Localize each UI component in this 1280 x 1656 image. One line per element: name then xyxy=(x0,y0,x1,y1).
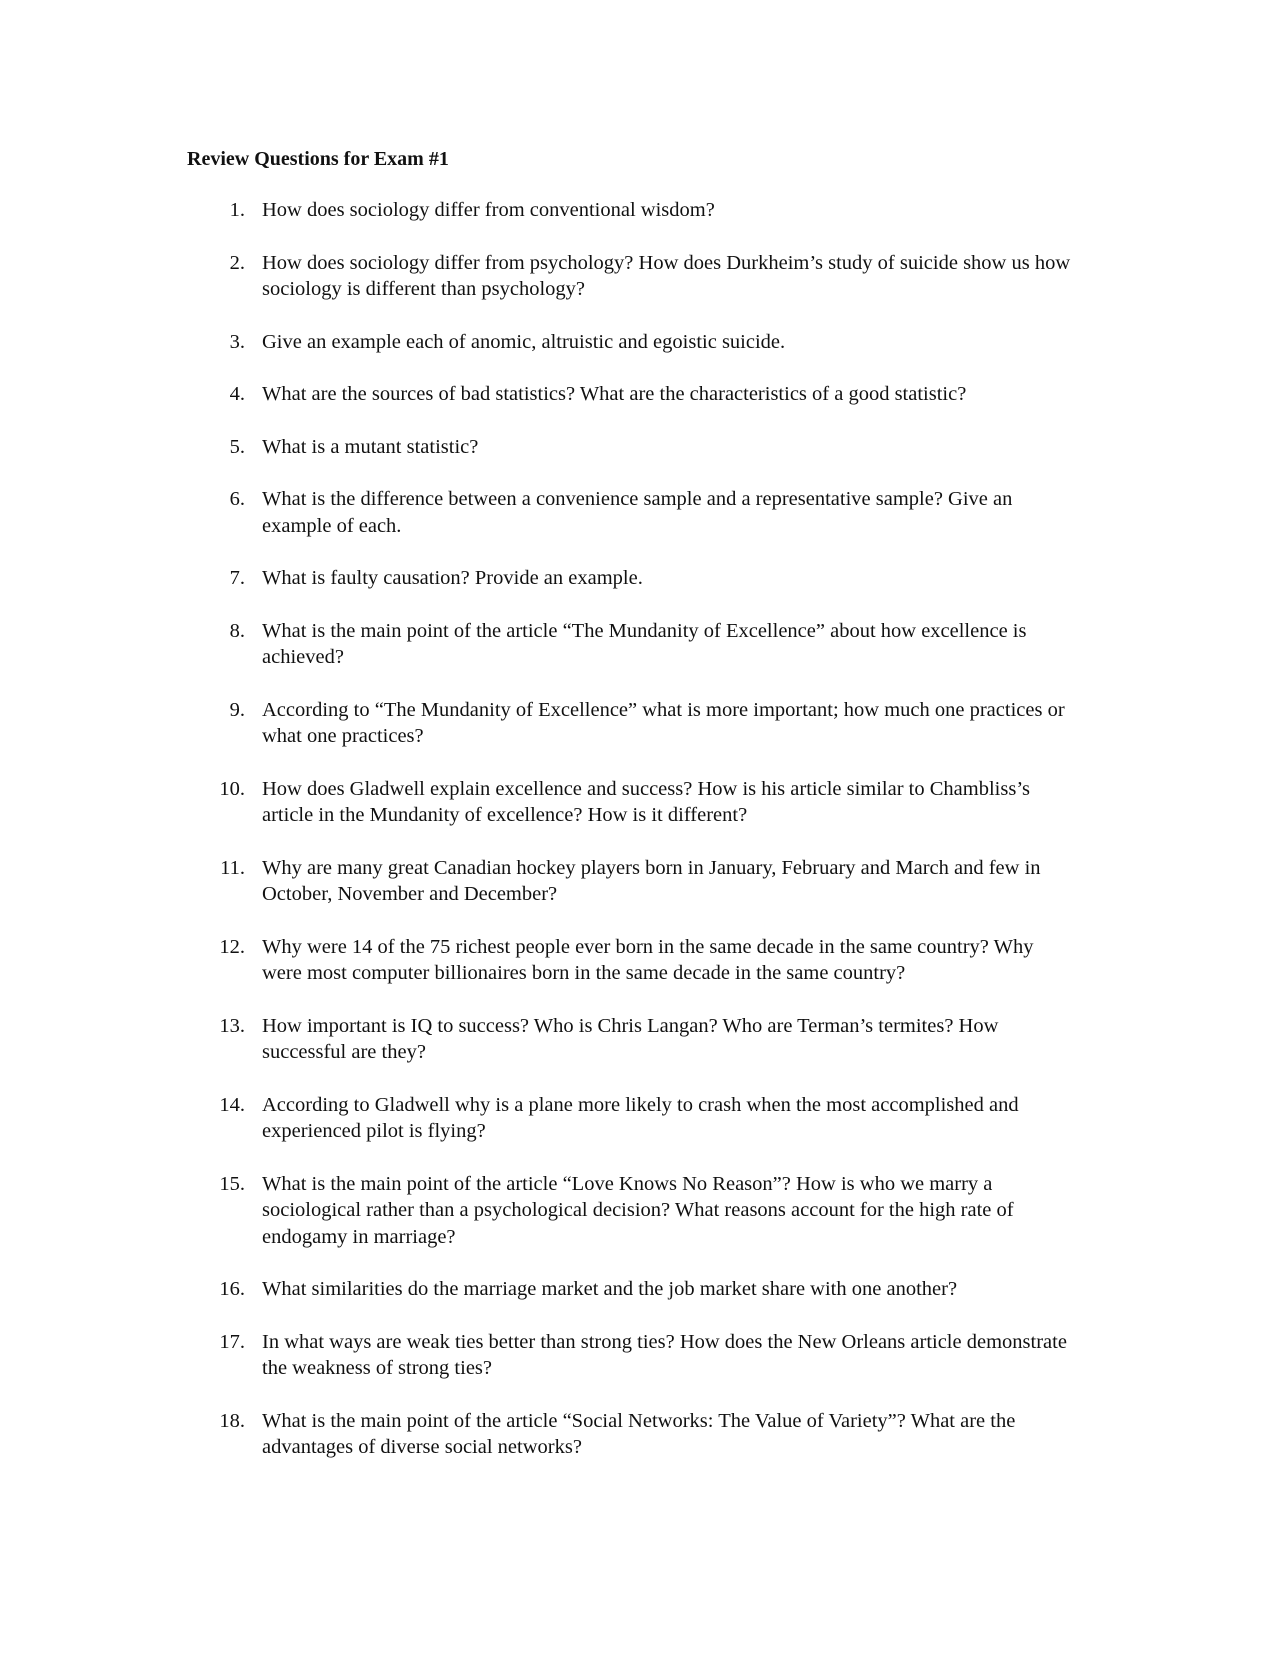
list-item xyxy=(187,1171,1077,1251)
question-text: According to “The Mundanity of Excellence” what is more important; how much one practices or what one practices? xyxy=(262,698,1065,747)
question-number: 14. xyxy=(219,1093,245,1116)
question-number: 1. xyxy=(229,199,245,221)
question-number: 17. xyxy=(219,1330,245,1353)
list-item xyxy=(187,1408,1077,1461)
question-number: 9. xyxy=(229,698,245,721)
question-text: What is the main point of the article “The Mundanity of Excellence” about how excellence is achieved? xyxy=(262,619,1027,668)
list-item xyxy=(187,434,1077,461)
list-item xyxy=(187,697,1077,750)
list-item xyxy=(187,197,1077,224)
list-item xyxy=(187,618,1077,671)
question-number: 4. xyxy=(229,383,245,405)
question-number: 18. xyxy=(219,1409,245,1432)
list-item xyxy=(187,855,1077,908)
question-text: Why were 14 of the 75 richest people ever born in the same decade in the same country? Why were most computer billionaires born in the same decade in the same country? xyxy=(262,935,1034,984)
document-page xyxy=(187,147,1087,1487)
list-item xyxy=(187,486,1077,539)
list-item xyxy=(187,1329,1077,1382)
question-text: According to Gladwell why is a plane more likely to crash when the most accomplished and experienced pilot is flying? xyxy=(262,1093,1019,1142)
question-text: Why are many great Canadian hockey players born in January, February and March and few in October, November and December? xyxy=(262,856,1041,905)
list-item xyxy=(187,934,1077,987)
question-text: How important is IQ to success? Who is Chris Langan? Who are Terman’s termites? How successful are they? xyxy=(262,1014,999,1063)
question-list xyxy=(187,197,1087,1461)
question-text: What are the sources of bad statistics? What are the characteristics of a good statistic? xyxy=(262,383,967,405)
list-item xyxy=(187,250,1077,303)
question-text: How does sociology differ from conventional wisdom? xyxy=(262,199,715,221)
question-number: 8. xyxy=(229,619,245,642)
question-text: What is the main point of the article “Social Networks: The Value of Variety”? What are the advantages of diverse social networks? xyxy=(262,1409,1016,1458)
question-number: 16. xyxy=(219,1278,245,1300)
list-item xyxy=(187,776,1077,829)
question-text: What is a mutant statistic? xyxy=(262,435,479,458)
question-text: Give an example each of anomic, altruistic and egoistic suicide. xyxy=(262,330,786,353)
list-item xyxy=(187,381,1077,408)
question-number: 3. xyxy=(229,330,245,353)
question-number: 7. xyxy=(229,567,245,589)
question-number: 6. xyxy=(229,488,245,510)
question-text: What is faulty causation? Provide an example. xyxy=(262,567,643,589)
page-title: Review Questions for Exam #1 xyxy=(187,148,449,170)
question-number: 11. xyxy=(220,856,245,879)
list-item xyxy=(187,329,1077,356)
question-text: How does Gladwell explain excellence and success? How is his article similar to Chambliss’s article in the Mundanity of excellence? How is it different? xyxy=(262,777,1030,826)
list-item xyxy=(187,565,1077,592)
question-number: 10. xyxy=(219,777,245,800)
list-item xyxy=(187,1276,1077,1303)
list-item xyxy=(187,1013,1077,1066)
question-number: 15. xyxy=(219,1172,245,1195)
question-text: How does sociology differ from psychology? How does Durkheim’s study of suicide show us how sociology is different than psychology? xyxy=(262,251,1071,300)
question-text: What is the main point of the article “Love Knows No Reason”? How is who we marry a sociological rather than a psychological decision? What reasons account for the high rate of endogamy in marriage? xyxy=(262,1172,1014,1248)
question-text: What similarities do the marriage market and the job market share with one another? xyxy=(262,1278,958,1300)
question-number: 2. xyxy=(229,251,245,274)
question-number: 5. xyxy=(229,435,245,458)
list-item xyxy=(187,1092,1077,1145)
question-text: In what ways are weak ties better than strong ties? How does the New Orleans article demonstrate the weakness of strong ties? xyxy=(262,1330,1067,1379)
question-number: 12. xyxy=(219,935,245,958)
question-number: 13. xyxy=(219,1014,245,1037)
question-text: What is the difference between a convenience sample and a representative sample? Give an example of each. xyxy=(262,488,1013,537)
